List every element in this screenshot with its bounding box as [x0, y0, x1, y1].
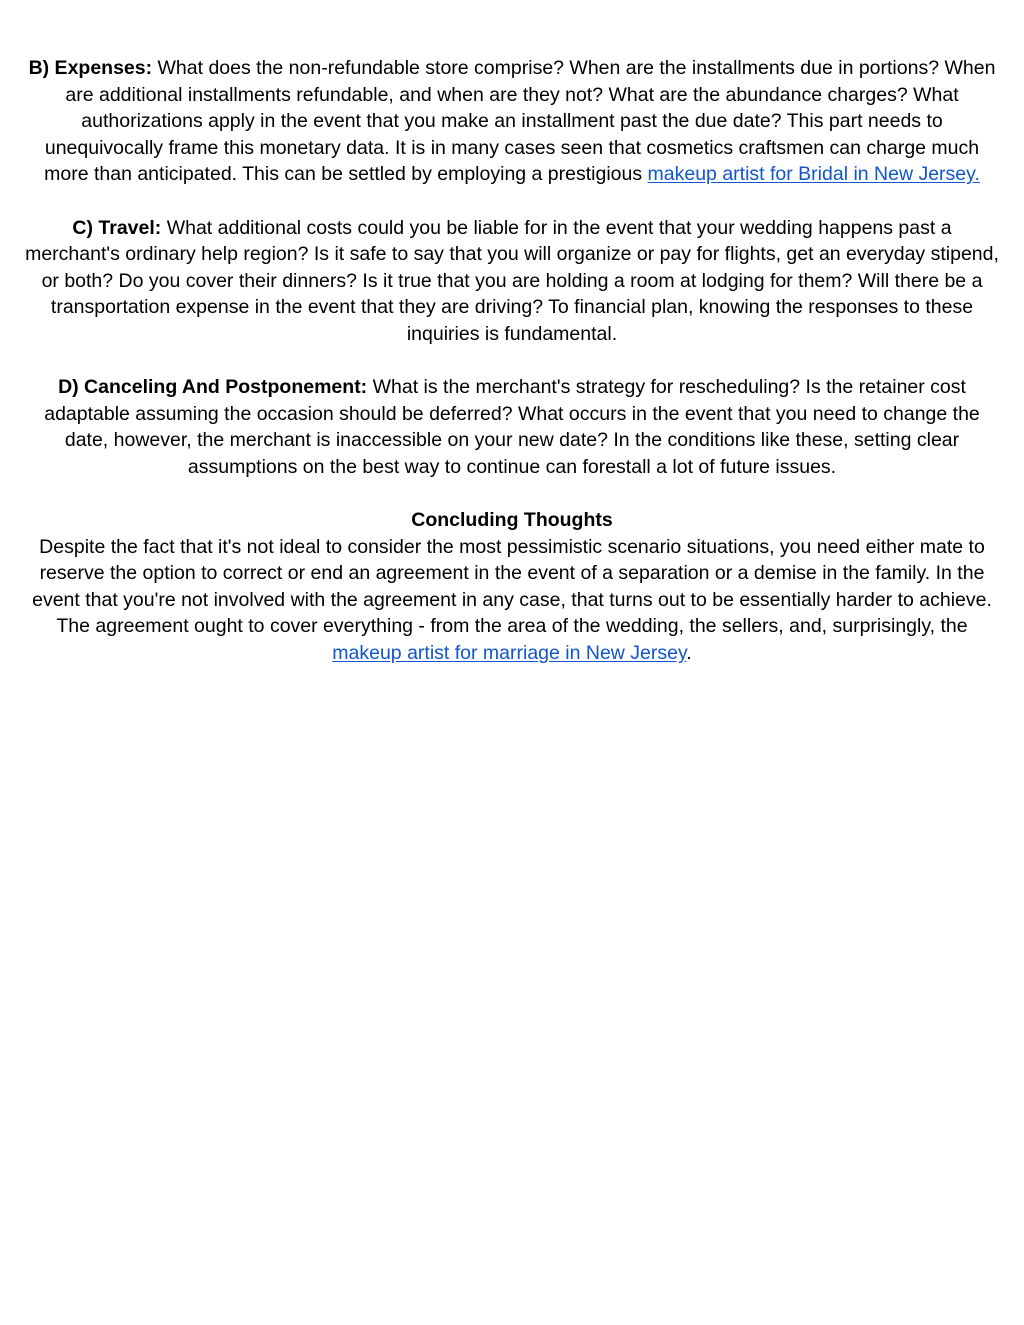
- concluding-body: Despite the fact that it's not ideal to consider the most pessimistic scenario situations, you need either mate to reserve the option to correct or end an agreement in the event of a separation or a demise in the family. In the event that you're not involved with the agreement in any case, that turns out to be essentially harder to achieve. The agreement ought to cover everything - from the area of the wedding, the sellers, and, surprisingly, the: [32, 535, 992, 638]
- canceling-paragraph: [24, 374, 1000, 480]
- expenses-paragraph: [24, 55, 1000, 188]
- bridal-makeup-link[interactable]: makeup artist for Bridal in New Jersey.: [647, 163, 980, 186]
- expenses-body: What does the non-refundable store comprise? When are the installments due in portions? When are additional installments refundable, and when are they not? What are the abundance charges? What authorizations apply in the event that you make an installment past the due date? This part needs to unequivocally frame this monetary data. It is in many cases seen that cosmetics craftsmen can charge much more than anticipated. This can be settled by employing a prestigious: [44, 57, 996, 186]
- canceling-lead: D) Canceling And Postponement:: [58, 376, 368, 399]
- concluding-tail: .: [686, 642, 692, 665]
- concluding-heading: Concluding Thoughts: [411, 509, 613, 532]
- canceling-body: What is the merchant's strategy for rescheduling? Is the retainer cost adaptable assuming the occasion should be deferred? What occurs in the event that you need to change the date, however, the merchant is inaccessible on your new date? In the conditions like these, setting clear assumptions on the best way to continue can forestall a lot of future issues.: [44, 376, 980, 478]
- concluding-paragraph: [24, 534, 1000, 667]
- travel-lead: C) Travel:: [72, 216, 162, 239]
- travel-body: What additional costs could you be liable for in the event that your wedding happens past a merchant's ordinary help region? Is it safe to say that you will organize or pay for flights, get an everyday stipend, or both? Do you cover their dinners? Is it true that you are holding a room at lodging for them? Will there be a transportation expense in the event that they are driving? To financial plan, knowing the responses to these inquiries is fundamental.: [25, 216, 999, 345]
- marriage-makeup-link[interactable]: makeup artist for marriage in New Jersey: [332, 642, 687, 665]
- document-page: [24, 55, 1000, 693]
- expenses-lead: B) Expenses:: [28, 57, 153, 79]
- travel-paragraph: [24, 215, 1000, 348]
